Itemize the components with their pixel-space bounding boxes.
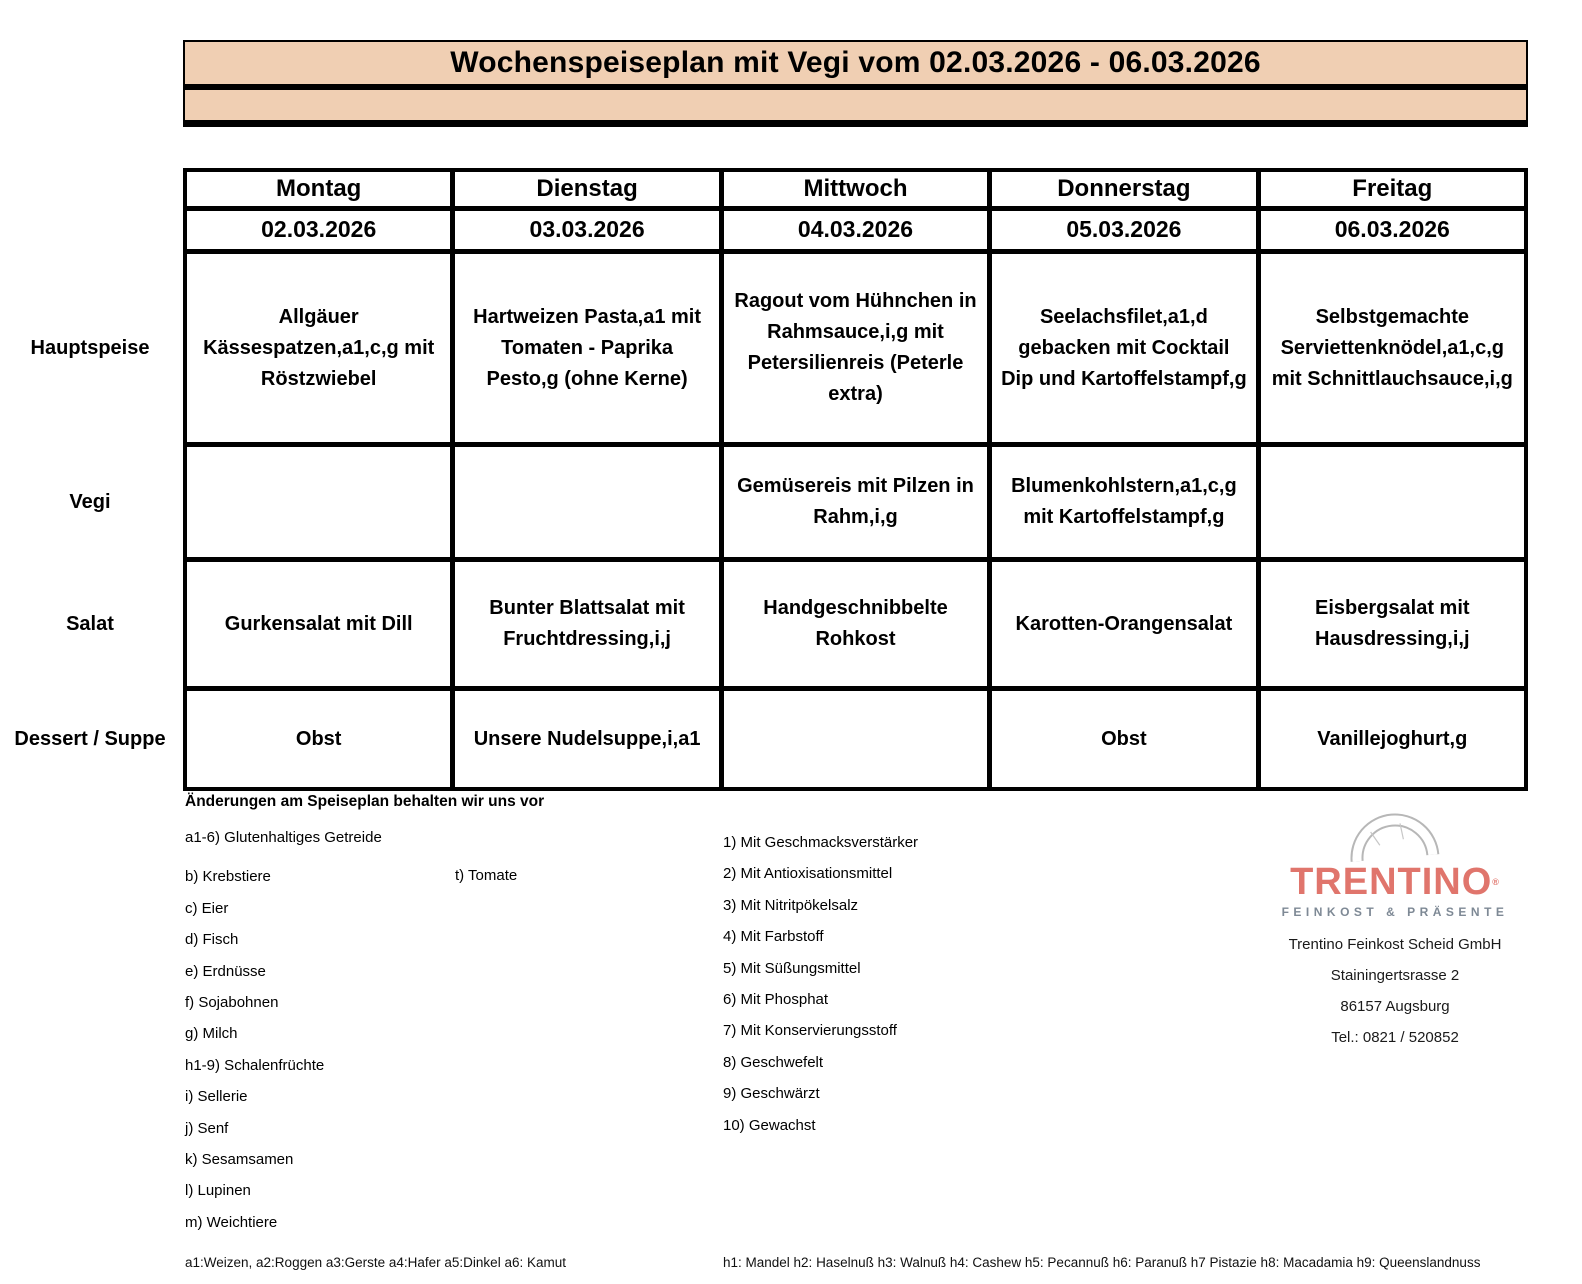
row-label-vegi: Vegi bbox=[69, 491, 111, 513]
legend-item: j) Senf bbox=[185, 1119, 229, 1137]
date-montag: 02.03.2026 bbox=[187, 211, 450, 249]
legend-item: e) Erdnüsse bbox=[185, 962, 266, 980]
change-notice: Änderungen am Speiseplan behalten wir uns vor bbox=[185, 793, 545, 810]
registered-mark: ® bbox=[1492, 877, 1500, 887]
hauptspeise-montag: Allgäuer Kässespatzen,a1,c,g mit Röstzwiebel bbox=[187, 254, 450, 442]
dessert-mittwoch bbox=[724, 691, 987, 787]
legend-item: b) Krebstiere bbox=[185, 868, 271, 886]
legend-item: d) Fisch bbox=[185, 931, 239, 949]
legend-item: 5) Mit Süßungsmittel bbox=[723, 959, 861, 977]
company-block bbox=[1240, 806, 1550, 1047]
legend-item: c) Eier bbox=[185, 899, 229, 917]
legend-item: 6) Mit Phosphat bbox=[723, 990, 829, 1008]
salat-dienstag: Bunter Blattsalat mit Fruchtdressing,i,j bbox=[455, 562, 718, 686]
legend-item: 7) Mit Konservierungsstoff bbox=[723, 1022, 897, 1040]
hauptspeise-dienstag: Hartweizen Pasta,a1 mit Tomaten - Paprika Pesto,g (ohne Kerne) bbox=[455, 254, 718, 442]
salat-montag: Gurkensalat mit Dill bbox=[187, 562, 450, 686]
day-header-dienstag: Dienstag bbox=[455, 172, 718, 206]
hauptspeise-mittwoch: Ragout vom Hühnchen in Rahmsauce,i,g mit Petersilienreis (Peterle extra) bbox=[724, 254, 987, 442]
weekly-menu-table bbox=[183, 168, 1528, 791]
legend-item: 9) Geschwärzt bbox=[723, 1085, 820, 1103]
day-header-donnerstag: Donnerstag bbox=[992, 172, 1255, 206]
date-freitag: 06.03.2026 bbox=[1261, 211, 1524, 249]
legend-item: 2) Mit Antioxisationsmittel bbox=[723, 865, 893, 883]
vegi-mittwoch: Gemüsereis mit Pilzen in Rahm,i,g bbox=[724, 447, 987, 557]
header-banner-empty-strip bbox=[183, 90, 1528, 127]
legend-item: 1) Mit Geschmacksverstärker bbox=[723, 834, 919, 851]
row-label-hauptspeise: Hauptspeise bbox=[30, 337, 150, 359]
date-donnerstag: 05.03.2026 bbox=[992, 211, 1255, 249]
legend-item: l) Lupinen bbox=[185, 1182, 251, 1200]
legend-item: 8) Geschwefelt bbox=[723, 1053, 824, 1071]
company-phone: Tel.: 0821 / 520852 bbox=[1331, 1029, 1459, 1046]
gluten-detail-line: a1:Weizen, a2:Roggen a3:Gerste a4:Hafer a5:Dinkel a6: Kamut bbox=[185, 1255, 566, 1270]
day-header-mittwoch: Mittwoch bbox=[724, 172, 987, 206]
legend-item: k) Sesamsamen bbox=[185, 1150, 294, 1168]
allergen-legend bbox=[185, 828, 382, 1244]
legend-item: i) Sellerie bbox=[185, 1088, 248, 1106]
dessert-dienstag: Unsere Nudelsuppe,i,a1 bbox=[455, 691, 718, 787]
dessert-donnerstag: Obst bbox=[992, 691, 1255, 787]
legend-item: 4) Mit Farbstoff bbox=[723, 928, 824, 946]
arch-logo-icon bbox=[1343, 806, 1447, 862]
row-label-salat: Salat bbox=[66, 613, 114, 635]
dessert-freitag: Vanillejoghurt,g bbox=[1261, 691, 1524, 787]
legend-item: a1-6) Glutenhaltiges Getreide bbox=[185, 829, 382, 846]
page-title: Wochenspeiseplan mit Vegi vom 02.03.2026 - 06.03.2026 bbox=[183, 40, 1528, 90]
vegi-freitag bbox=[1261, 447, 1524, 557]
hauptspeise-freitag: Selbstgemachte Serviettenknödel,a1,c,g mit Schnittlauchsauce,i,g bbox=[1261, 254, 1524, 442]
salat-freitag: Eisbergsalat mit Hausdressing,i,j bbox=[1261, 562, 1524, 686]
additives-legend bbox=[723, 833, 918, 1147]
date-dienstag: 03.03.2026 bbox=[455, 211, 718, 249]
company-name: Trentino Feinkost Scheid GmbH bbox=[1288, 936, 1502, 953]
company-street: Stainingertsrasse 2 bbox=[1330, 967, 1460, 984]
dessert-montag: Obst bbox=[187, 691, 450, 787]
vegi-dienstag bbox=[455, 447, 718, 557]
row-label-dessert-suppe: Dessert / Suppe bbox=[14, 728, 166, 750]
legend-item: m) Weichtiere bbox=[185, 1213, 278, 1231]
day-header-freitag: Freitag bbox=[1261, 172, 1524, 206]
legend-item: 3) Mit Nitritpökelsalz bbox=[723, 896, 859, 914]
date-mittwoch: 04.03.2026 bbox=[724, 211, 987, 249]
salat-donnerstag: Karotten-Orangensalat bbox=[992, 562, 1255, 686]
vegi-montag bbox=[187, 447, 450, 557]
legend-item: f) Sojabohnen bbox=[185, 993, 279, 1011]
day-header-montag: Montag bbox=[187, 172, 450, 206]
legend-item: h1-9) Schalenfrüchte bbox=[185, 1056, 325, 1074]
company-logo-subtitle: FEINKOST & PRÄSENTE bbox=[1281, 905, 1509, 919]
header-banner bbox=[183, 40, 1528, 127]
salat-mittwoch: Handgeschnibbelte Rohkost bbox=[724, 562, 987, 686]
legend-item: 10) Gewachst bbox=[723, 1116, 816, 1134]
vegi-donnerstag: Blumenkohlstern,a1,c,g mit Kartoffelstampf,g bbox=[992, 447, 1255, 557]
nuts-detail-line: h1: Mandel h2: Haselnuß h3: Walnuß h4: Cashew h5: Pecannuß h6: Paranuß h7 Pistazie h8: Macadamia h9: Queenslandnuss bbox=[723, 1255, 1481, 1270]
tomato-legend-item: t) Tomate bbox=[455, 867, 518, 884]
company-logo-wordmark: TRENTINO® bbox=[1290, 861, 1500, 903]
hauptspeise-donnerstag: Seelachsfilet,a1,d gebacken mit Cocktail Dip und Kartoffelstampf,g bbox=[992, 254, 1255, 442]
legend-item: g) Milch bbox=[185, 1025, 238, 1043]
company-city: 86157 Augsburg bbox=[1340, 998, 1450, 1015]
